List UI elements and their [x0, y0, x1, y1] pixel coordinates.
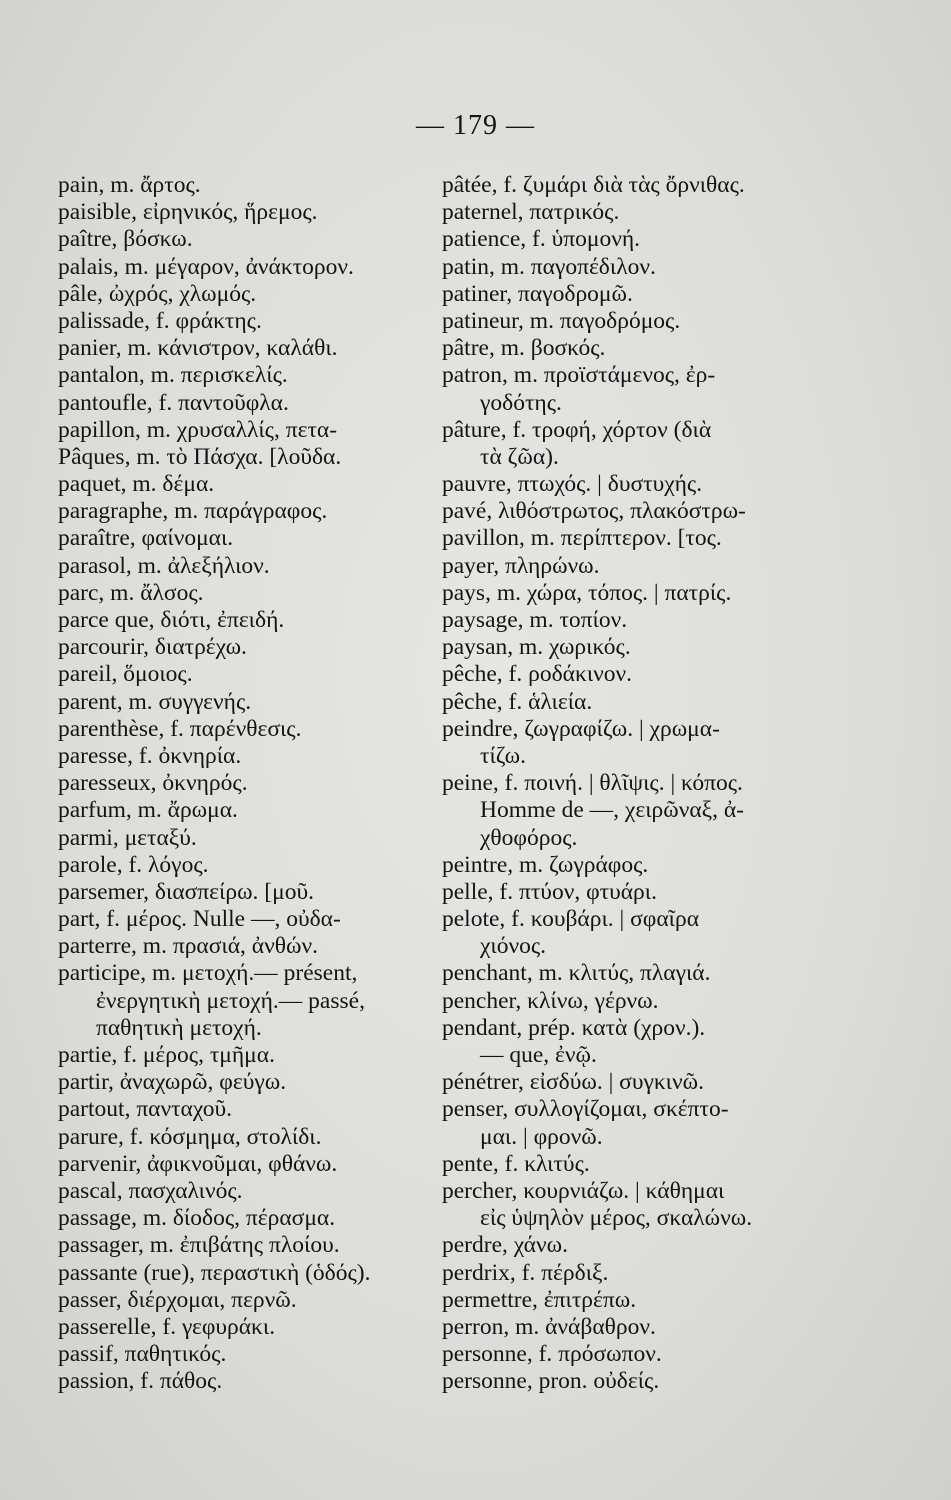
dictionary-entry-line: pantalon, m. περισκελίς.: [58, 362, 288, 389]
dictionary-entry-line: Homme de —, χειρῶναξ, ἀ-: [480, 797, 745, 824]
dictionary-entry-line: pareil, ὅμοιος.: [58, 661, 193, 688]
dictionary-entry-line: patiner, παγοδρομῶ.: [442, 280, 633, 307]
dictionary-entry-line: paternel, πατρικός.: [442, 199, 620, 226]
dictionary-entry-line: patience, f. ὑπομονή.: [442, 226, 640, 253]
dictionary-entry-line: payer, πληρώνω.: [442, 552, 600, 579]
dictionary-entry-line: τίζω.: [480, 742, 526, 769]
dictionary-entry-line: passion, f. πάθος.: [58, 1368, 223, 1395]
dictionary-entry-line: paysan, m. χωρικός.: [442, 634, 631, 661]
dictionary-entry-line: penser, συλλογίζομαι, σκέπτο-: [442, 1096, 729, 1123]
dictionary-entry-line: parenthèse, f. παρένθεσις.: [58, 715, 302, 742]
dictionary-entry-line: parcourir, διατρέχω.: [58, 634, 247, 661]
dictionary-entry-line: parure, f. κόσμημα, στολίδι.: [58, 1123, 322, 1150]
dictionary-entry-line: passager, m. ἐπιβάτης πλοίου.: [58, 1232, 340, 1259]
dictionary-entry-line: peindre, ζωγραφίζω. | χρωμα-: [442, 715, 720, 742]
dictionary-entry-line: peintre, m. ζωγράφος.: [442, 851, 649, 878]
dictionary-entry-line: pencher, κλίνω, γέρνω.: [442, 987, 659, 1014]
dictionary-entry-line: passif, παθητικός.: [58, 1341, 227, 1368]
dictionary-entry-line: parfum, m. ἄρωμα.: [58, 797, 238, 824]
dictionary-entry-line: parvenir, ἀφικνοῦμαι, φθάνω.: [58, 1150, 338, 1177]
dictionary-entry-line: partie, f. μέρος, τμῆμα.: [58, 1042, 275, 1068]
dictionary-entry-line: perdrix, f. πέρδιξ.: [442, 1259, 609, 1286]
dictionary-entry-line: χθοφόρος.: [480, 824, 578, 851]
dictionary-entry-line: εἰς ὑψηλὸν μέρος, σκαλώνω.: [480, 1205, 753, 1232]
right-column: [442, 172, 822, 1395]
dictionary-entry-line: paraître, φαίνομαι.: [58, 525, 234, 552]
dictionary-entry-line: patron, m. προϊστάμενος, ἐρ-: [442, 362, 716, 389]
dictionary-entry-line: perdre, χάνω.: [442, 1232, 568, 1259]
dictionary-entry-line: — que, ἐνῷ.: [480, 1042, 597, 1068]
dictionary-entry-line: parasol, m. ἀλεξήλιον.: [58, 552, 270, 579]
dictionary-entry-line: paresseux, ὀκνηρός.: [58, 770, 248, 797]
dictionary-entry-line: γοδότης.: [480, 389, 562, 416]
dictionary-entry-line: passerelle, f. γεφυράκι.: [58, 1313, 276, 1340]
dictionary-entry-line: pêche, f. ἁλιεία.: [442, 688, 593, 715]
dictionary-entry-line: passante (rue), περαστικὴ (ὁδός).: [58, 1259, 371, 1286]
dictionary-entry-line: panier, m. κάνιστρον, καλάθι.: [58, 335, 338, 362]
dictionary-entry-line: pente, f. κλιτύς.: [442, 1150, 590, 1177]
dictionary-entry-line: Pâques, m. τὸ Πάσχα. [λοῦδα.: [58, 443, 342, 470]
dictionary-entry-line: pâture, f. τροφή, χόρτον (διὰ: [442, 416, 712, 443]
dictionary-entry-line: pain, m. ἄρτος.: [58, 172, 201, 198]
dictionary-entry-line: personne, pron. οὐδείς.: [442, 1368, 660, 1395]
dictionary-entry-line: ἐνεργητικὴ μετοχή.— passé,: [96, 987, 365, 1014]
dictionary-entry-line: part, f. μέρος. Nulle —, οὐδα-: [58, 906, 341, 933]
dictionary-entry-line: peine, f. ποινή. | θλῖψις. | κόπος.: [442, 770, 743, 797]
dictionary-entry-line: parent, m. συγγενής.: [58, 688, 252, 715]
dictionary-entry-line: palais, m. μέγαρον, ἀνάκτορον.: [58, 253, 354, 280]
dictionary-entry-line: χιόνος.: [480, 933, 547, 960]
dictionary-entry-line: paquet, m. δέμα.: [58, 471, 215, 498]
dictionary-entry-line: passage, m. δίοδος, πέρασμα.: [58, 1205, 336, 1232]
dictionary-entry-line: perron, m. ἀνάβαθρον.: [442, 1313, 656, 1340]
dictionary-entry-line: pantoufle, f. παντοῦφλα.: [58, 389, 289, 416]
dictionary-entry-line: paysage, m. τοπίον.: [442, 607, 628, 633]
dictionary-entry-line: penchant, m. κλιτύς, πλαγιά.: [442, 960, 711, 987]
dictionary-entry-line: palissade, f. φράκτης.: [58, 307, 262, 334]
dictionary-entry-line: patineur, m. παγοδρόμος.: [442, 307, 681, 334]
dictionary-entry-line: parce que, διότι, ἐπειδή.: [58, 607, 285, 633]
page-number: — 179 —: [416, 110, 535, 141]
dictionary-entry-line: permettre, ἐπιτρέπω.: [442, 1286, 637, 1313]
dictionary-entry-line: paître, βόσκω.: [58, 226, 193, 253]
dictionary-entry-line: τὰ ζῶα).: [480, 443, 559, 470]
dictionary-entry-line: paragraphe, m. παράγραφος.: [58, 498, 328, 525]
dictionary-entry-line: pendant, prép. κατὰ (χρον.).: [442, 1014, 706, 1041]
dictionary-entry-line: personne, f. πρόσωπον.: [442, 1341, 662, 1368]
dictionary-entry-line: pâtée, f. ζυμάρι διὰ τὰς ὄρνιθας.: [442, 172, 745, 198]
dictionary-entry-line: parmi, μεταξύ.: [58, 824, 197, 851]
dictionary-entry-line: patin, m. παγοπέδιλον.: [442, 253, 656, 280]
dictionary-entry-line: percher, κουρνιάζω. | κάθημαι: [442, 1177, 725, 1204]
dictionary-entry-line: paresse, f. ὀκνηρία.: [58, 742, 242, 769]
dictionary-entry-line: pâle, ὠχρός, χλωμός.: [58, 280, 257, 307]
dictionary-entry-line: parterre, m. πρασιά, ἀνθών.: [58, 933, 318, 960]
dictionary-entry-line: pénétrer, εἰσδύω. | συγκινῶ.: [442, 1069, 704, 1096]
dictionary-entry-line: participe, m. μετοχή.— présent,: [58, 960, 358, 987]
dictionary-entry-line: pelle, f. πτύον, φτυάρι.: [442, 878, 657, 905]
dictionary-entry-line: pâtre, m. βοσκός.: [442, 335, 606, 362]
dictionary-entry-line: μαι. | φρονῶ.: [480, 1123, 603, 1150]
dictionary-entry-line: pêche, f. ροδάκινον.: [442, 661, 633, 688]
dictionary-entry-line: παθητικὴ μετοχή.: [96, 1014, 262, 1041]
dictionary-entry-line: partir, ἀναχωρῶ, φεύγω.: [58, 1069, 287, 1096]
dictionary-entry-line: papillon, m. χρυσαλλίς, πετα-: [58, 416, 338, 443]
dictionary-entry-line: pascal, πασχαλινός.: [58, 1177, 243, 1204]
dictionary-entry-line: pauvre, πτωχός. | δυστυχής.: [442, 471, 703, 498]
dictionary-entry-line: pavé, λιθόστρωτος, πλακόστρω-: [442, 498, 746, 525]
dictionary-entry-line: pavillon, m. περίπτερον. [τος.: [442, 525, 722, 552]
left-column: [58, 172, 438, 1395]
dictionary-entry-line: pays, m. χώρα, τόπος. | πατρίς.: [442, 579, 732, 606]
dictionary-entry-line: parc, m. ἄλσος.: [58, 579, 204, 606]
dictionary-entry-line: partout, πανταχοῦ.: [58, 1096, 233, 1123]
dictionary-entry-line: parole, f. λόγος.: [58, 851, 209, 878]
dictionary-entry-line: pelote, f. κουβάρι. | σφαῖρα: [442, 906, 700, 933]
dictionary-entry-line: paisible, εἰρηνικός, ἥρεμος.: [58, 199, 318, 226]
dictionary-entry-line: passer, διέρχομαι, περνῶ.: [58, 1286, 297, 1313]
dictionary-entry-line: parsemer, διασπείρω. [μοῦ.: [58, 878, 314, 905]
